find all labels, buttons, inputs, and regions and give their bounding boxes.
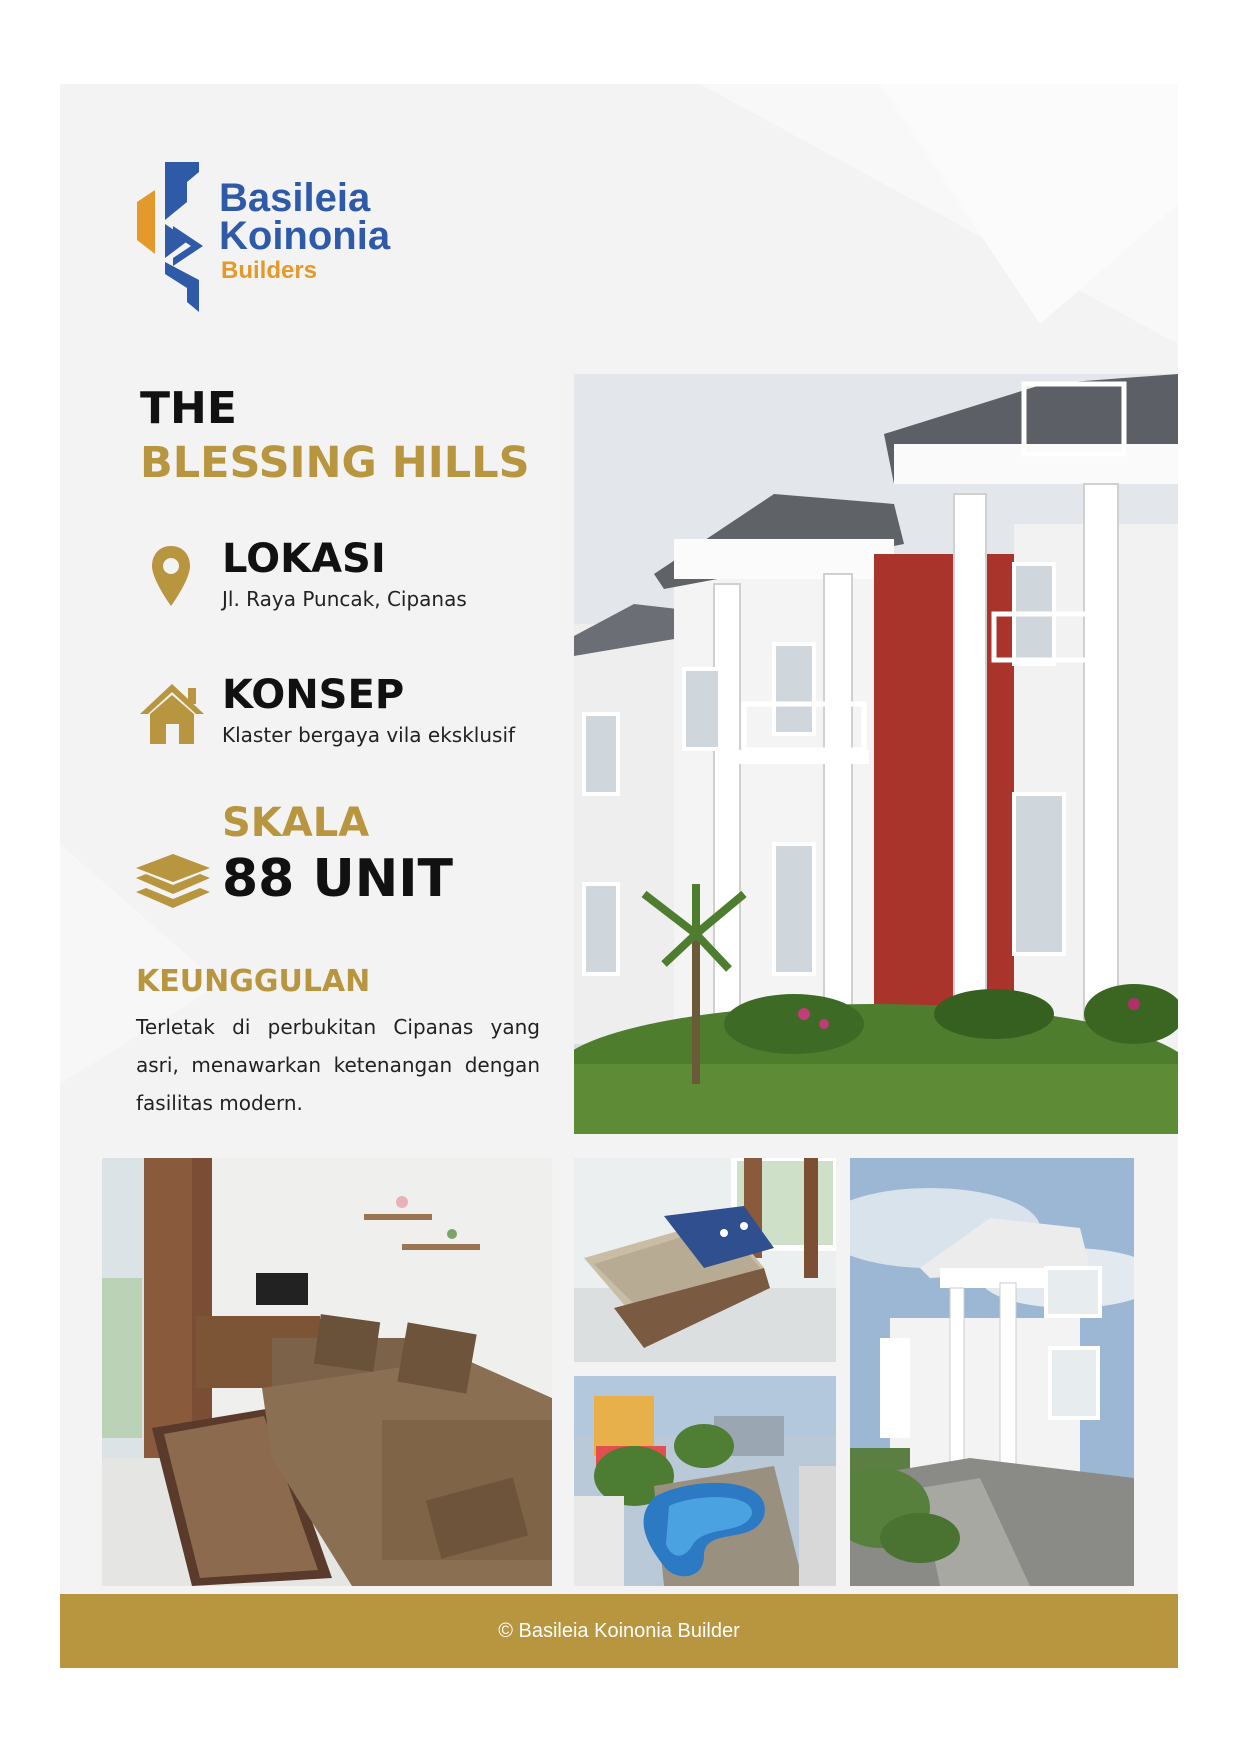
logo-text-builders: Builders: [221, 257, 318, 284]
bedroom-photo: [574, 1158, 836, 1362]
advantages-label: KEUNGGULAN: [136, 964, 371, 999]
brand-logo: [137, 162, 437, 312]
swimming-pool-photo: [574, 1376, 836, 1586]
map-pin-icon: [150, 544, 192, 610]
concept-value: Klaster bergaya vila eksklusif: [222, 723, 516, 747]
location-label: LOKASI: [222, 536, 386, 582]
footer-copyright: © Basileia Koinonia Builder: [498, 1620, 740, 1642]
title-blessing-hills: BLESSING HILLS: [140, 438, 530, 488]
logo-text-koinonia: Koinonia: [219, 214, 391, 258]
footer-bar: [60, 1594, 1178, 1668]
title-the: THE: [140, 383, 237, 434]
brochure-page: [60, 84, 1178, 1668]
logo-text-basileia: Basileia: [219, 176, 371, 220]
concept-label: KONSEP: [222, 672, 405, 718]
house-icon: [138, 680, 206, 748]
scale-value: 88 UNIT: [222, 849, 454, 909]
scale-label: SKALA: [222, 800, 370, 846]
location-value: Jl. Raya Puncak, Cipanas: [222, 587, 467, 611]
villa-exterior-photo: [574, 374, 1178, 1134]
layers-icon: [134, 852, 212, 914]
advantages-text: Terletak di perbukitan Cipanas yang asri, menawarkan ketenangan dengan fasilitas modern.: [136, 1015, 540, 1115]
logo-mark-icon: [137, 162, 207, 312]
living-room-photo: [102, 1158, 552, 1586]
villa-entrance-photo: [850, 1158, 1134, 1586]
